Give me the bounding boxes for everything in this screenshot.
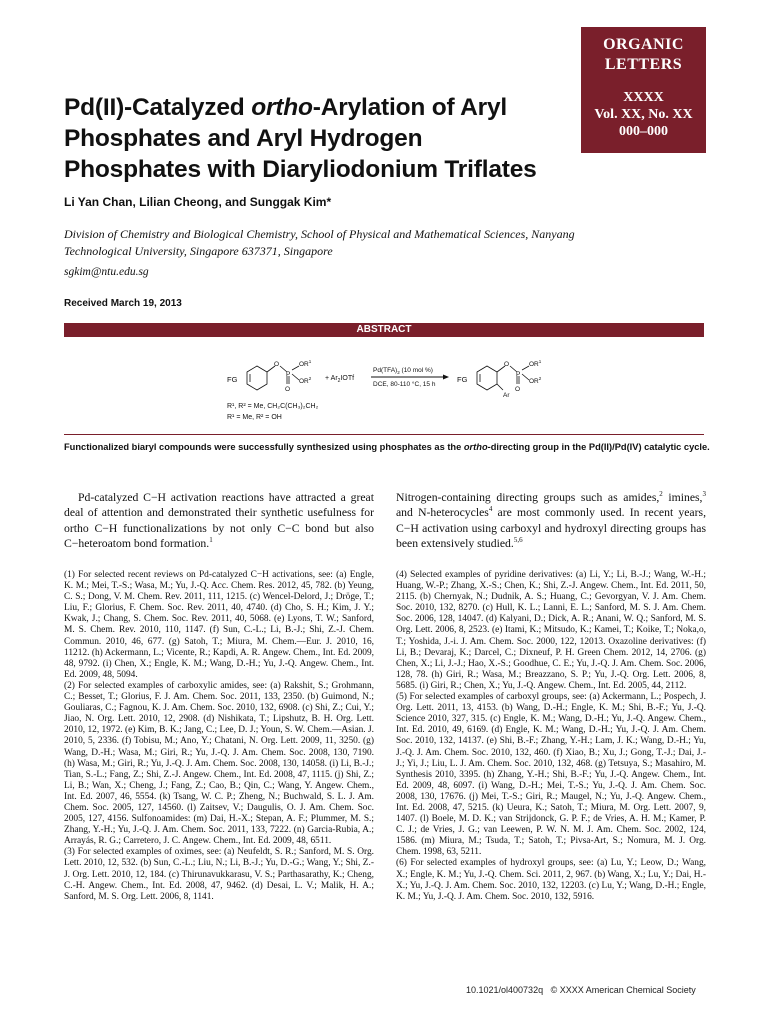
citation-3[interactable]: 3 [702, 490, 706, 499]
intro-paragraph-right [396, 490, 706, 552]
journal-name-line2: LETTERS [604, 56, 683, 73]
journal-name [581, 35, 706, 75]
reference-item: (6) For selected examples of hydroxyl groups, see: (a) Lu, Y.; Leow, D.; Wang, X.; Engle, K. M.; Yu, J.-Q. Chem. Sci. 2011, 2, 967. (b) Wang, X.; Lu, Y.; Dai, H.-X.; Yu, J.-Q. J. Am. Chem. Soc. 2010, 132, 12203. (c) Lu, Y.; Wang, D.-H.; Engle, K. M.; Yu, J.-Q. J. Am. Chem. Soc. 2010, 132, 5916. [396, 858, 706, 902]
condition-solvent-temp: DCE, 80-110 °C, 15 h [373, 381, 436, 388]
substituent-line2: R¹ = Me, R² = OH [227, 414, 282, 421]
author-list: Li Yan Chan, Lilian Cheong, and Sunggak Kim* [64, 195, 332, 209]
summary-part2: -directing group in the Pd(II)/Pd(IV) catalytic cycle. [487, 442, 710, 452]
citation-1[interactable]: 1 [209, 536, 213, 545]
reactant-o2-atom: O [285, 386, 291, 393]
reference-item: (2) For selected examples of carboxylic amides, see: (a) Rakshit, S.; Grohmann, C.; Besset, T.; Glorius, F. J. Am. Chem. Soc. 2011, 133, 2350. (b) Guimond, N.; Gouliaras, C.; Fagnou, K. J. Am. Chem. Soc. 2010, 132, 6908. (c) Shi, Z.; Cui, Y.; Jiao, N. Org. Lett. 2010, 12, 2908. (d) Nishikata, T.; Lipshutz, B. H. Org. Lett. 2010, 12, 1972. (e) Kim, B. K.; Jang, C.; Lee, D. J.; Youn, S. W. Chem.—Asian. J. 2010, 5, 2336. (f) Tobisu, M.; Ano, Y.; Chatani, N. Org. Lett. 2009, 11, 3250. (g) Wang, D.-H.; Wasa, M.; Giri, R.; Yu, J.-Q. J. Am. Chem. Soc. 2008, 130, 7190. (h) Wasa, M.; Giri, R.; Yu, J.-Q. J. Am. Chem. Soc. 2008, 130, 14058. (i) Li, B.-J.; Tian, S.-L.; Fang, Z.; Shi, Z.-J. Angew. Chem., Int. Ed. 2008, 47, 1115. (j) Shi, Z.; Li, B.; Wan, X.; Cheng, J.; Fang, Z.; Cao, B.; Qin, C.; Wang, Y. Angew. Chem., Int. Ed. 2007, 46, 5554. (k) Tsang, W. C. P.; Zheng, N.; Buchwald, S. L. J. Am. Chem. Soc. 2005, 127, 14560. (l) Zaitsev, V.; Daugulis, O. J. Am. Chem. Soc. 2005, 127, 4156. Sulfonoamides: (m) Dai, H.-X.; Stepan, A. F.; Plummer, M. S.; Zhang, Y.-H.; Yu, J.-Q. J. Am. Chem. Soc. 2011, 133, 7222. (n) Garcia-Rubia, A.; Arrayás, R. G.; Carretero, J. C. Angew. Chem., Int. Ed. 2009, 48, 6511. [64, 680, 374, 847]
journal-issue [581, 89, 706, 140]
intro-text-right-b: imines, [662, 491, 703, 504]
references-left-column [64, 570, 374, 903]
reference-item: (5) For selected examples of carboxyl groups, see: (a) Ackermann, L.; Pospech, J. Org. Lett. 2011, 13, 4153. (b) Wang, D.-H.; Engle, K. M.; Shi, B.-F.; Yu, J.-Q. Science 2010, 327, 315. (c) Engle, K. M.; Wang, D.-H.; Yu, J.-Q. Angew. Chem., Int. Ed. 2010, 49, 6169. (d) Engle, K. M.; Wang, D.-H.; Yu, J.-Q. J. Am. Chem. Soc. 2010, 132, 14137. (e) Shi, B.-F.; Zhang, Y.-H.; Lam, J. K.; Wang, D.-H.; Yu, J.-Q. J. Am. Chem. Soc. 2010, 132, 460. (f) Xiao, B.; Xu, J.; Gong, T.-J.; Dai, J.-J.; Yi, J.; Liu, L. J. Am. Chem. Soc. 2010, 132, 468. (g) Tetsuya, S.; Masahiro, M. Synthesis 2010, 3395. (h) Zhang, Y.-H.; Shi, B.-F.; Yu, J.-Q. Angew. Chem., Int. Ed. 2009, 48, 6097. (i) Wang, D.-H.; Mei, T.-S.; Yu, J.-Q. J. Am. Chem. Soc. 2008, 130, 17676. (j) Mei, T.-S.; Giri, R.; Maugel, N.; Yu, J.-Q. Angew. Chem., Int. Ed. 2008, 47, 5215. (k) Ueura, K.; Satoh, T.; Miura, M. Org. Lett. 2007, 9, 1407. (l) Boele, M. D. K.; van Strijdonck, G. P. F.; de Vries, A. H. M.; Kamer, P. C. J.; de Vries, J. G.; van Leewen, P. W. N. M. J. Am. Chem. Soc. 2002, 124, 1586. (m) Miura, M.; Tsuda, T.; Satoh, T.; Pivsa-Art, S.; Nomura, M. J. Org. Chem. 1998, 63, 5211. [396, 692, 706, 858]
abstract-header: ABSTRACT [64, 323, 704, 337]
product-fg-label: FG [457, 375, 468, 384]
journal-name-line1: ORGANIC [603, 36, 684, 53]
intro-text-right-a: Nitrogen-containing directing groups such as amides, [396, 491, 660, 504]
reaction-scheme [225, 348, 565, 426]
reactant-or1-label: $OR^1$ [299, 359, 312, 368]
abstract-summary [64, 441, 710, 453]
product-benzene-ring [477, 366, 529, 390]
intro-text-right-d: are most commonly used. In recent years, C−H activation using carboxyl and hydroxyl directing groups has been extensively studied. [396, 506, 706, 551]
doi-link[interactable]: 10.1021/ol400732q [466, 985, 544, 995]
reaction-arrowhead [443, 375, 449, 380]
title-part2: -Arylation of Aryl Phosphates and Aryl Hydrogen Phosphates with Diaryliodonium Triflates [64, 94, 537, 183]
journal-badge [581, 27, 706, 153]
reference-item: (1) For selected recent reviews on Pd-catalyzed C−H activations, see: (a) Engle, K. M.; Mei, T.-S.; Wasa, M.; Yu, J.-Q. Acc. Chem. Res. 2012, 45, 782. (b) Yeung, C. S.; Dong, V. M. Chem. Rev. 2011, 111, 1215. (c) Wencel-Delord, J.; Dröge, T.; Liu, F.; Glorius, F. Chem. Soc. Rev. 2011, 40, 4740. (d) Cho, S. H.; Kim, J. Y.; Kwak, J.; Chang, S. Chem. Soc. Rev. 2011, 40, 5068. (e) Lyons, T. W.; Sanford, M. S. Chem. Rev. 2010, 110, 1147. (f) Sun, C.-L.; Li, B.-J.; Shi, Z.-J. Chem. Commun. 2010, 46, 677. (g) Satoh, T.; Miura, M. Chem.—Eur. J. 2010, 16, 11212. (h) Ackermann, L.; Vicente, R.; Kapdi, A. R. Angew. Chem., Int. Ed. 2009, 48, 9792. (i) Chen, X.; Engle, K. M.; Wang, D.-H.; Yu, J.-Q. Angew. Chem., Int. Ed. 2009, 48, 5094. [64, 570, 374, 680]
citation-4[interactable]: 4 [488, 505, 493, 514]
received-date: Received March 19, 2013 [64, 298, 182, 309]
intro-paragraph-left [64, 490, 374, 552]
title-part1: Pd(II)-Catalyzed [64, 94, 252, 121]
summary-italic: ortho [463, 442, 488, 452]
journal-year: XXXX [623, 90, 664, 105]
reference-item: (3) For selected examples of oximes, see: (a) Neufeldt, S. R.; Sanford, M. S. Org. Lett. 2010, 12, 532. (b) Sun, C.-L.; Liu, N.; Li, B.-J.; Yu, D.-G.; Wang, Y.; Shi, Z.-J. Org. Lett. 2010, 12, 184. (c) Thirunavukkarasu, V. S.; Parthasarathy, K.; Cheng, C.-H. Angew. Chem., Int. Ed. 2008, 47, 9462. (d) Desai, L. V.; Malik, H. A.; Sanford, M. S. Org. Lett. 2006, 8, 1141. [64, 847, 374, 902]
product-o-atom: O [504, 361, 510, 368]
citation-2[interactable]: 2 [659, 490, 663, 499]
references-right-column [396, 570, 706, 903]
diaryliodonium-reagent: + $Ar_2IOTf$ [325, 375, 355, 384]
title-italic: ortho [251, 94, 313, 121]
intro-text-left: Pd-catalyzed C−H activation reactions have attracted a great deal of attention and demonstrated their synthetic usefulness for ortho C−H functionalizations by not only C−C bond but also C−heteroatom bond formation. [64, 491, 374, 551]
summary-part1: Functionalized biaryl compounds were successfully synthesized using phosphates as the [64, 442, 464, 452]
reference-item: (4) Selected examples of pyridine derivatives: (a) Li, Y.; Li, B.-J.; Wang, W.-H.; Huang, W.-P.; Zhang, X.-S.; Chen, K.; Shi, Z.-J. Angew. Chem., Int. Ed. 2011, 50, 2115. (b) Chernyak, N.; Dudnik, A. S.; Huang, C.; Gevorgyan, V. J. Am. Chem. Soc. 2010, 132, 8270. (c) Hull, K. L.; Lanni, E. L.; Sanford, M. S. J. Am. Chem. Soc. 2006, 128, 14047. (d) Kalyani, D.; Dick, A. R.; Anani, W. Q.; Sanford, M. S. Org. Lett. 2006, 8, 2523. (e) Itami, K.; Mitsudo, K.; Kamei, T.; Koike, T.; Noka,o, T.; Yoshida, J.-i. J. Am. Chem. Soc. 2000, 122, 12013. Oxazoline derivatives: (f) Li, B.; Devaraj, K.; Darcel, C.; Dixneuf, P. H. Green Chem. 2012, 14, 2706. (g) Chen, X.; Li, J.-J.; Hao, X.-S.; Goodhue, C. E.; Yu, J.-Q. J. Am. Chem. Soc. 2006, 128, 78. (h) Giri, R.; Wasa, M.; Breazzano, S. P.; Yu, J.-Q. Org. Lett. 2006, 8, 5685. (i) Giri, R.; Chen, X.; Yu, J.-Q. Angew. Chem., Int. Ed. 2005, 44, 2112. [396, 570, 706, 691]
abstract-divider [64, 434, 704, 435]
article-title [64, 92, 564, 185]
reactant-benzene-ring [247, 366, 299, 390]
citation-5-6[interactable]: 5,6 [513, 536, 523, 545]
reactant-o-atom: O [274, 361, 280, 368]
page-footer [466, 985, 696, 995]
reactant-or2-label: $OR^2$ [299, 376, 312, 385]
reactant-fg-label: FG [227, 375, 238, 384]
product-ar-label: Ar [503, 392, 510, 399]
journal-pages: 000–000 [619, 124, 668, 139]
reactant-p-atom: P [286, 371, 291, 378]
author-email[interactable]: sgkim@ntu.edu.sg [64, 266, 149, 278]
product-p-atom: P [516, 371, 521, 378]
condition-catalyst: $Pd(TFA)_2$ (10 mol %) [373, 367, 433, 375]
substituent-line1: R¹, R² = Me, CH₂C(CH₃)₂CH₂ [227, 403, 319, 410]
copyright-notice: © XXXX American Chemical Society [550, 985, 696, 995]
product-o2-atom: O [515, 386, 521, 393]
affiliation: Division of Chemistry and Biological Chemistry, School of Physical and Mathematical Sciences, Nanyang Technological University, Singapore 637371, Singapore [64, 227, 575, 258]
product-or2-label: $OR^2$ [529, 376, 542, 385]
product-or1-label: $OR^1$ [529, 359, 542, 368]
intro-text-right-c: and N-heterocycles [396, 506, 489, 520]
journal-volume: Vol. XX, No. XX [594, 107, 693, 122]
